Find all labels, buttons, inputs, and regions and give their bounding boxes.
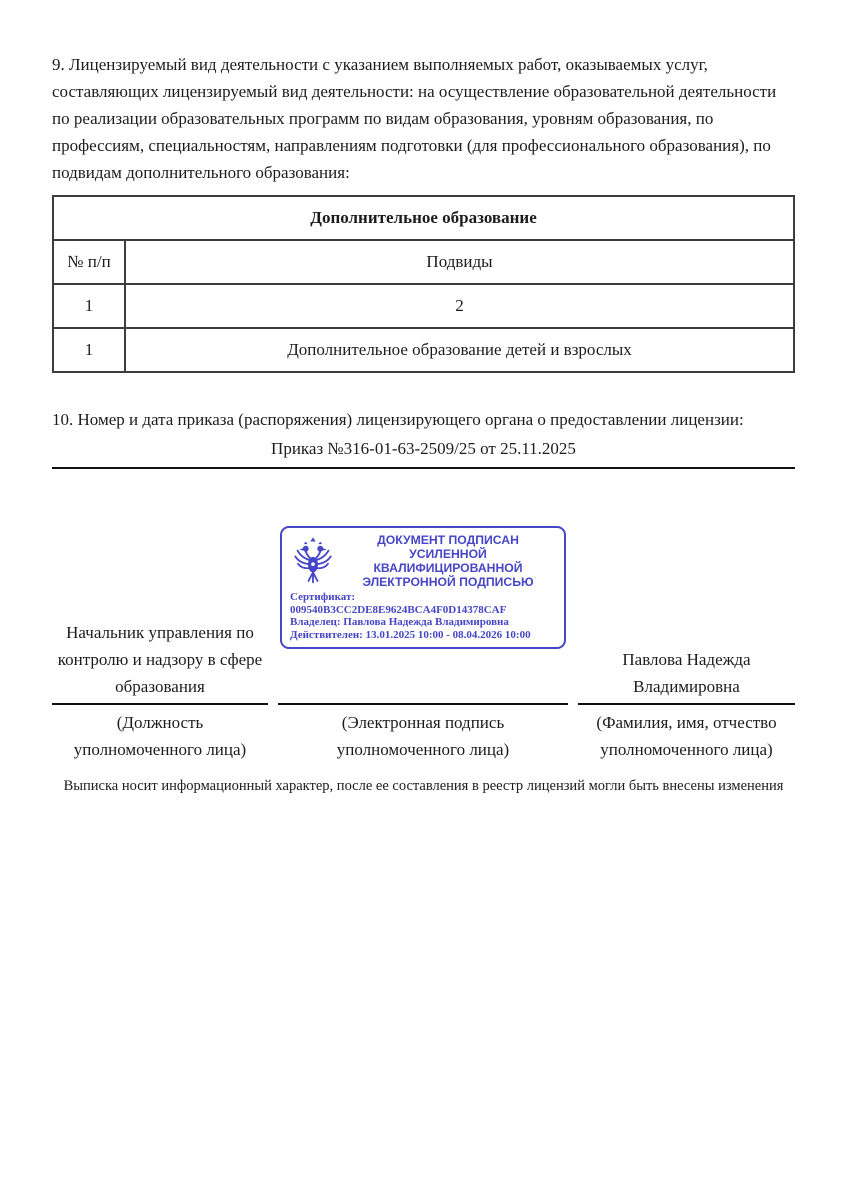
- stamp-certificate: Сертификат: 009540B3CC2DE8E9624BCA4F0D14378CAF: [290, 591, 507, 616]
- section-9-paragraph: 9. Лицензируемый вид деятельности с указанием выполняемых работ, оказываемых услуг, составляющих лицензируемый вид деятельности: на осуществление образовательной деятельности по реализации образовательных программ по видам образования, уровням образования, по профессиям, специальностям, направлениям подготовки (для профессионального образования), по подвидам дополнительного образования:: [52, 55, 777, 182]
- order-number-line: Приказ №316-01-63-2509/25 от 25.11.2025: [52, 433, 795, 469]
- name-label: (Фамилия, имя, отчество уполномоченного лица): [596, 713, 777, 759]
- official-name-text: Павлова Надежда Владимировна: [622, 650, 751, 696]
- digital-signature-stamp: [280, 526, 566, 649]
- table-subheader-row: [53, 284, 794, 328]
- informational-footnote: Выписка носит информационный характер, после ее составления в реестр лицензий могли быть внесены изменения: [63, 778, 784, 794]
- signature-esign-column: [278, 526, 568, 763]
- double-eagle-coat-of-arms-icon: [290, 536, 336, 586]
- esign-label: (Электронная подпись уполномоченного лица): [336, 713, 510, 759]
- stamp-title-line-1: ДОКУМЕНТ ПОДПИСАН: [377, 533, 519, 547]
- spacer: [278, 649, 568, 703]
- stamp-title: [340, 533, 556, 589]
- signature-name-column: [578, 646, 795, 763]
- subheader-cell-1: 1: [53, 284, 125, 328]
- signature-position-column: [52, 619, 268, 763]
- table-title: Дополнительное образование: [53, 196, 794, 240]
- stamp-details: [290, 591, 556, 641]
- position-label: (Должность уполномоченного лица): [73, 713, 247, 759]
- stamp-validity: Действителен: 13.01.2025 10:00 - 08.04.2026 10:00: [290, 628, 531, 641]
- stamp-title-line-3: ЭЛЕКТРОННОЙ ПОДПИСЬЮ: [362, 575, 534, 589]
- column-header-subtypes: Подвиды: [125, 240, 794, 284]
- stamp-header: [290, 533, 556, 589]
- section-10-paragraph: 10. Номер и дата приказа (распоряжения) лицензирующего органа о предоставлении лицензии:: [52, 410, 744, 429]
- official-position-text: Начальник управления по контролю и надзору в сфере образования: [57, 623, 263, 696]
- row-number-cell: 1: [53, 328, 125, 372]
- table-title-row: [53, 196, 794, 240]
- stamp-owner: Владелец: Павлова Надежда Владимировна: [290, 616, 509, 628]
- table-header-row: [53, 240, 794, 284]
- subheader-cell-2: 2: [125, 284, 794, 328]
- subtypes-table: [52, 195, 795, 373]
- signature-block: [52, 526, 795, 763]
- stamp-title-line-2: УСИЛЕННОЙ КВАЛИФИЦИРОВАННОЙ: [373, 547, 523, 575]
- table-row: [53, 328, 794, 372]
- row-subtype-cell: Дополнительное образование детей и взрослых: [125, 328, 794, 372]
- column-header-number: № п/п: [53, 240, 125, 284]
